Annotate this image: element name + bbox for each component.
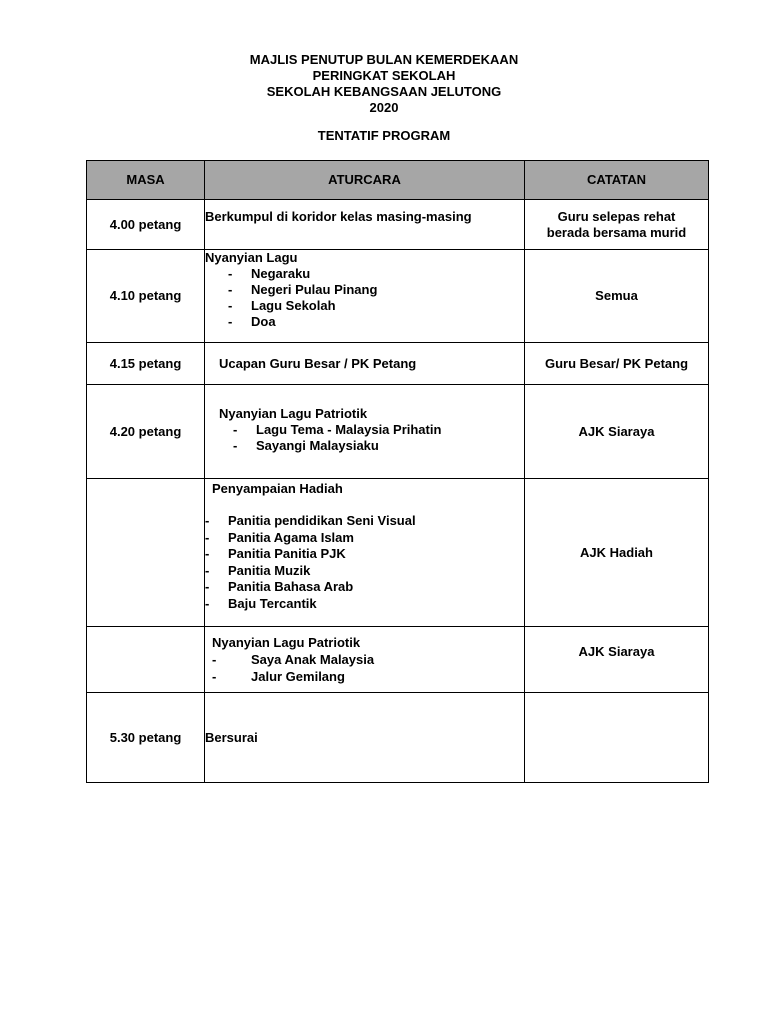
list-item: - Lagu Tema - Malaysia Prihatin [233,422,442,437]
cell-masa: 4.10 petang [87,250,205,343]
list-item: - Panitia Muzik [205,562,311,578]
cell-masa: 4.15 petang [87,343,205,385]
list-item: - Negaraku [228,266,311,281]
column-header-masa: MASA [87,161,205,200]
cell-aturcara [205,479,525,627]
schedule-table [86,160,709,783]
dash-marker: - [205,579,210,595]
table-header-row [87,161,709,200]
table-row [87,693,709,783]
column-header-aturcara: ATURCARA [205,161,525,200]
cell-masa: 4.00 petang [87,200,205,250]
list-item: - Saya Anak Malaysia [212,652,375,667]
activity-list [205,513,524,613]
dash-marker: - [228,298,233,313]
cell-masa: 4.20 petang [87,385,205,479]
cell-catatan: Guru selepas rehat berada bersama murid [525,200,709,250]
column-header-catatan: CATATAN [525,161,709,200]
list-item: - Baju Tercantik [205,595,317,611]
activity-title: Ucapan Guru Besar / PK Petang [219,355,417,371]
list-item: - Negeri Pulau Pinang [228,282,378,297]
catatan-text: AJK Siaraya [578,644,655,659]
activity-title: Berkumpul di koridor kelas masing-masing [205,209,472,224]
dash-marker: - [228,314,233,329]
dash-marker: - [205,546,210,562]
cell-aturcara [205,385,525,479]
activity-title: Bersurai [205,729,258,745]
list-item: - Doa [228,314,276,329]
list-item: - Panitia pendidikan Seni Visual [205,513,416,528]
list-item: - Jalur Gemilang [212,668,345,684]
table-row [87,385,709,479]
list-item: - Sayangi Malaysiaku [233,438,379,453]
cell-aturcara [205,343,525,385]
dash-marker: - [212,652,217,667]
cell-catatan: AJK Siaraya [525,385,709,479]
dash-marker: - [205,529,210,545]
table-row [87,627,709,693]
dash-marker: - [233,438,238,453]
list-item: - Panitia Bahasa Arab [205,579,354,595]
title-line-2: PERINGKAT SEKOLAH [312,68,456,83]
table-row [87,343,709,385]
title-year: 2020 [369,100,399,115]
cell-catatan: Semua [525,250,709,343]
title-line-1: MAJLIS PENUTUP BULAN KEMERDEKAAN [249,52,519,67]
cell-catatan: Guru Besar/ PK Petang [525,343,709,385]
table-row [87,479,709,627]
cell-aturcara [205,250,525,343]
activity-title: Penyampaian Hadiah [212,481,343,496]
program-heading: TENTATIF PROGRAM [317,128,451,143]
activity-list [205,652,524,685]
cell-masa [87,479,205,627]
cell-aturcara [205,200,525,250]
list-item: - Lagu Sekolah [228,298,336,313]
table-row [87,200,709,250]
cell-masa: 5.30 petang [87,693,205,783]
cell-catatan [525,693,709,783]
activity-title: Nyanyian Lagu Patriotik [212,635,361,650]
dash-marker: - [233,422,238,437]
list-item: - Panitia Panitia PJK [205,546,346,562]
dash-marker: - [212,668,217,684]
list-item: - Panitia Agama Islam [205,529,354,545]
cell-catatan [525,627,709,693]
activity-title: Nyanyian Lagu [205,250,298,265]
activity-title: Nyanyian Lagu Patriotik [219,406,368,421]
table-row [87,250,709,343]
activity-list [205,266,524,330]
activity-list [233,422,524,454]
dash-marker: - [205,595,210,611]
document-title-block [0,52,768,116]
cell-catatan: AJK Hadiah [525,479,709,627]
dash-marker: - [228,282,233,297]
cell-masa [87,627,205,693]
cell-aturcara [205,693,525,783]
dash-marker: - [228,266,233,281]
title-line-3: SEKOLAH KEBANGSAAN JELUTONG [266,84,502,99]
cell-aturcara [205,627,525,693]
dash-marker: - [205,562,210,578]
dash-marker: - [205,513,210,528]
